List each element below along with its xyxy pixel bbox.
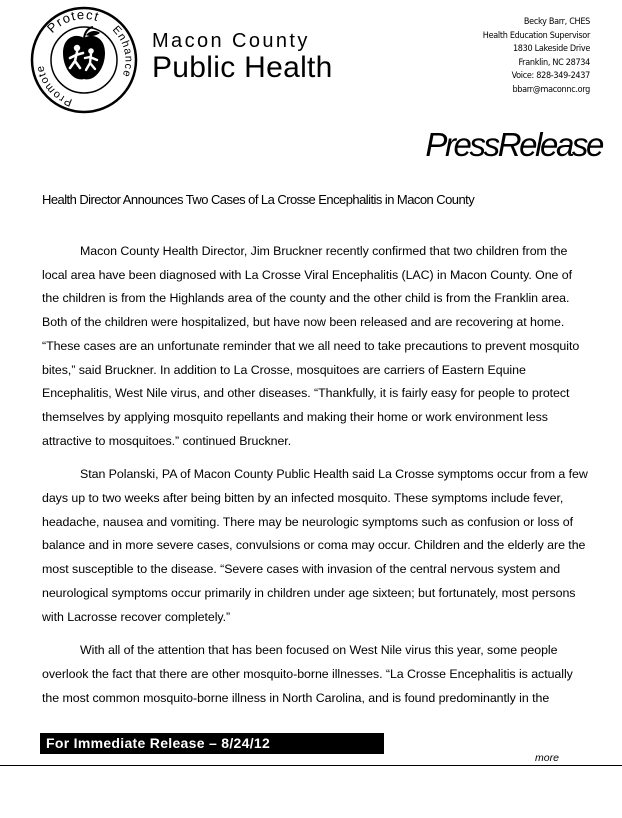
contact-name: Becky Barr, CHES: [523, 17, 590, 27]
organization-logo-seal: [30, 6, 138, 114]
body-paragraph: Macon County Health Director, Jim Bruckner recently confirmed that two children from the local area have been diagnosed with La Crosse Viral Encephalitis (LAC) in Macon County. One of the children is from the Highlands area of the county and the other child is from the Franklin area. Both of the children were hospitalized, but have now been released and are recovering at home. “These cases are an unfortunate reminder that we all need to take precautions to prevent mosquito bites,” said Bruckner. In addition to La Crosse, mosquitoes are carriers of Eastern Equine Encephalitis, West Nile virus, and other diseases. “Thankfully, it is fairly easy for people to protect themselves by applying mosquito repellants and making their home or work environment less attractive to mosquitoes.” continued Bruckner.: [42, 244, 580, 448]
release-banner: [40, 733, 384, 754]
organization-name-line1: Macon County: [152, 30, 310, 52]
headline: Health Director Announces Two Cases of La Crosse Encephalitis in Macon County: [42, 192, 475, 207]
release-banner-text: For Immediate Release – 8/24/12: [46, 735, 271, 751]
svg-text:Enhance: Enhance: [109, 23, 135, 80]
contact-voice: Voice: 828-349-2437: [511, 71, 590, 82]
body-paragraph: With all of the attention that has been focused on West Nile virus this year, some people overlook the fact that there are other mosquito-borne illnesses. “La Crosse Encephalitis is actually the most common mosquito-borne illness in North Carolina, and is found predominantly in the: [42, 643, 573, 705]
contact-block: [483, 16, 590, 98]
svg-text:Protect: Protect: [43, 6, 102, 36]
contact-email[interactable]: bbarr@maconnc.org: [512, 84, 590, 95]
svg-text:Promote: Promote: [34, 63, 74, 109]
body-paragraph: Stan Polanski, PA of Macon County Public Health said La Crosse symptoms occur from a few days up to two weeks after being bitten by an infected mosquito. These symptoms include fever, headache, nausea and vomiting. There may be neurologic symptoms such as confusion or loss of balance and in more severe cases, convulsions or coma may occur. Children and the elderly are the most susceptible to the disease. “Severe cases with invasion of the central nervous system and neurological symptoms occur primarily in children under age sixteen; but fortunately, most persons with Lacrosse recover completely.”: [42, 467, 588, 624]
contact-title: Health Education Supervisor: [482, 30, 590, 41]
article-body: [42, 240, 590, 720]
organization-name: [152, 30, 333, 84]
contact-street: 1830 Lakeside Drive: [512, 44, 590, 55]
press-release-label: PressRelease: [425, 126, 602, 163]
organization-name-line2: Public Health: [152, 51, 333, 84]
more-label: more: [535, 752, 559, 764]
contact-city: Franklin, NC 28734: [518, 57, 590, 68]
footer-rule: [0, 765, 622, 766]
